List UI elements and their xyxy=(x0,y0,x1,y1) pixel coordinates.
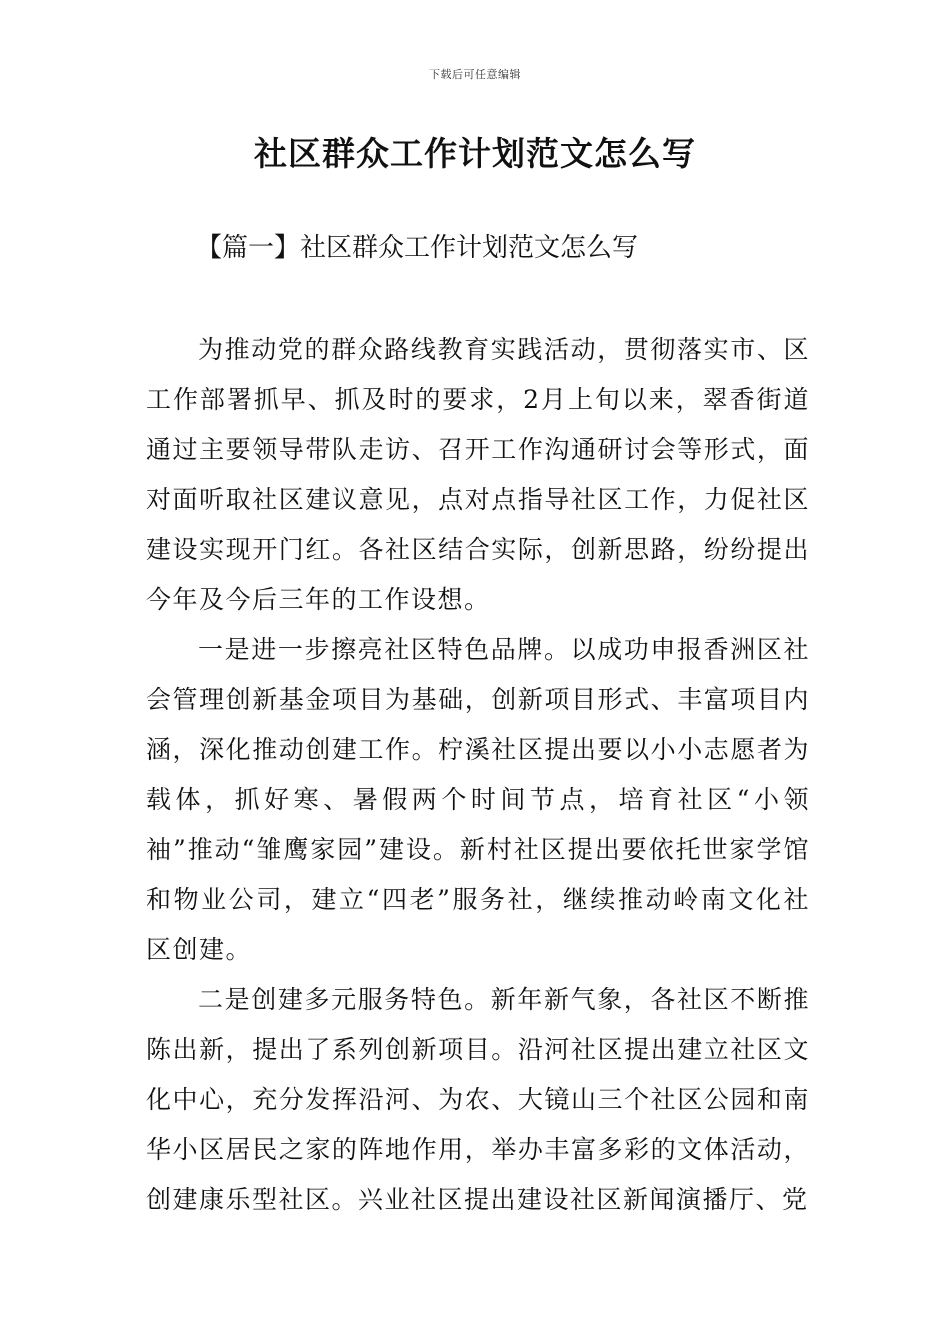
paragraph-point-one: 一是进一步擦亮社区特色品牌。以成功申报香洲区社会管理创新基金项目为基础，创新项目形式、丰富项目内涵，深化推动创建工作。柠溪社区提出要以小小志愿者为载体，抓好寒、暑假两个时间节点，培育社区“小领袖”推动“雏鹰家园”建设。新村社区提出要依托世家学馆和物业公司，建立“四老”服务社，继续推动岭南文化社区创建。 xyxy=(146,635,810,964)
paragraph-intro: 为推动党的群众路线教育实践活动，贯彻落实市、区工作部署抓早、抓及时的要求，2月上旬以来，翠香街道通过主要领导带队走访、召开工作沟通研讨会等形式，面对面听取社区建议意见，点对点指导社区工作，力促社区建设实现开门红。各社区结合实际，创新思路，纷纷提出今年及今后三年的工作设想。 xyxy=(146,335,810,614)
section-heading: 【篇一】社区群众工作计划范文怎么写 xyxy=(196,233,639,263)
paragraph-point-two: 二是创建多元服务特色。新年新气象，各社区不断推陈出新，提出了系列创新项目。沿河社区提出建立社区文化中心，充分发挥沿河、为农、大镜山三个社区公园和南华小区居民之家的阵地作用，举办丰富多彩的文体活动，创建康乐型社区。兴业社区提出建设社区新闻演播厅、党 xyxy=(146,985,810,1214)
body-text xyxy=(146,325,810,1225)
header-note: 下载后可任意编辑 xyxy=(429,68,521,81)
document-title: 社区群众工作计划范文怎么写 xyxy=(254,134,696,173)
